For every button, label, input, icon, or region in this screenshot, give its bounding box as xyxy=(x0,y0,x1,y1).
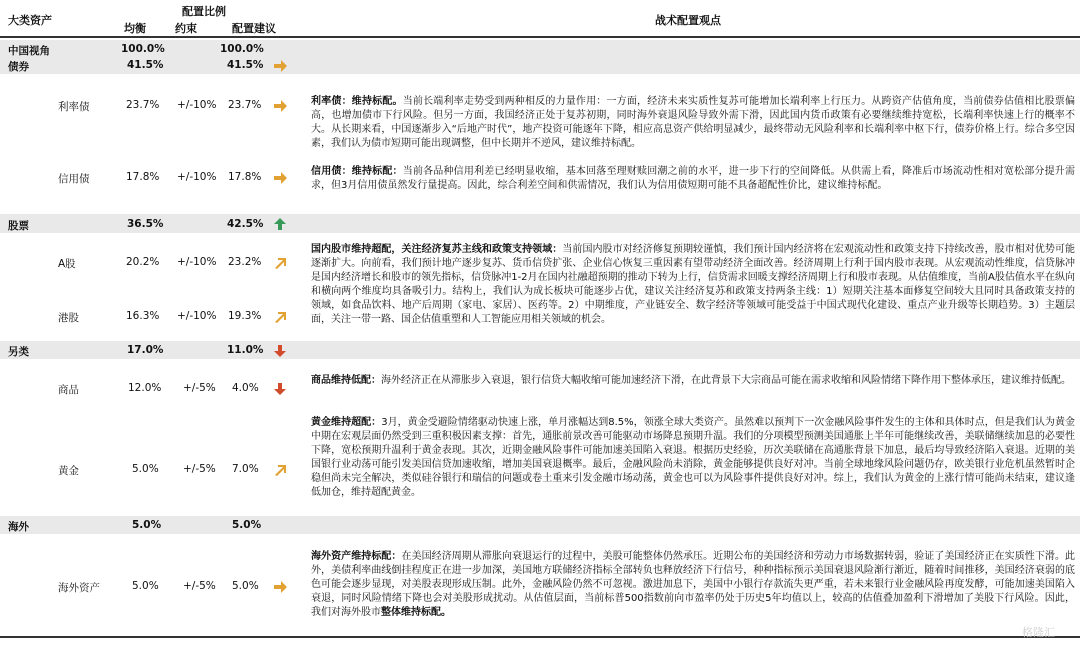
a-share-advice: 23.2% xyxy=(228,256,262,268)
credit-bond-label: 信用债 xyxy=(58,173,90,185)
watermark: 格隆汇 xyxy=(1022,626,1055,639)
china-label: 中国视角 xyxy=(8,45,50,57)
equity-advice: 42.5% xyxy=(227,218,264,230)
up-arrow-icon xyxy=(272,217,288,231)
overseas-asset-balance: 5.0% xyxy=(132,580,159,592)
bond-balance: 41.5% xyxy=(127,59,164,71)
gold-label: 黄金 xyxy=(58,465,79,477)
right-arrow-icon xyxy=(272,99,288,113)
down-arrow-icon xyxy=(272,344,288,358)
header-ratio: 配置比例 xyxy=(182,5,226,18)
header-asset: 大类资产 xyxy=(8,14,52,27)
overseas-asset-constraint: +/-5% xyxy=(183,580,216,592)
overseas-view: 海外资产维持标配：在美国经济周期从滞胀向衰退运行的过程中，美股可能整体仍然承压。近期公布的美国经济和劳动力市场数据转弱，验证了美国经济正在实质性下滑。此外，美债利率曲线倒挂程度正在进一步加深，美国地方联储经济指标全部转负也释放经济下行信号，种种指标预示美国衰退风险渐行渐近，随着时间推移，美国经济衰弱的底色可能会逐步显现，对美股表现形成压制。此外，金融风险仍然不可忽视。激进加息下，美国中小银行存款流失更严重，若未来银行业金融风险再度发酵，可能加速美国陷入衰退，同时风险情绪下降也会对美股形成扰动。从估值层面，当前标普500指数前向市盈率仍处于历史5年均值以上，较高的估值叠加盈利下滑增加了美股下行风险。因此，我们对海外股市整体维持标配。 xyxy=(311,551,1076,618)
right-arrow-icon xyxy=(272,580,288,594)
header-constraint: 约束 xyxy=(175,22,197,35)
commodity-balance: 12.0% xyxy=(128,382,162,394)
bond-advice: 41.5% xyxy=(227,59,264,71)
a-share-label: A股 xyxy=(58,258,76,270)
overseas-balance: 5.0% xyxy=(132,519,162,531)
overseas-advice: 5.0% xyxy=(232,519,262,531)
overseas-asset-label: 海外资产 xyxy=(58,582,100,594)
bottom-divider xyxy=(0,636,1080,638)
up-right-arrow-icon xyxy=(272,256,288,270)
alternative-advice: 11.0% xyxy=(227,344,264,356)
a-share-balance: 20.2% xyxy=(126,256,160,268)
section-band-overseas xyxy=(0,516,1080,534)
a-share-constraint: +/-10% xyxy=(177,256,217,268)
header-balance: 均衡 xyxy=(124,22,146,35)
commodity-label: 商品 xyxy=(58,384,79,396)
gold-balance: 5.0% xyxy=(132,463,159,475)
rate-bond-constraint: +/-10% xyxy=(177,99,217,111)
rate-bond-view: 利率债：维持标配。当前长端利率走势受到两种相反的力量作用：一方面，经济未来实质性复苏可能增加长端利率上行压力。从跨资产估值角度，当前债券估值相比股票偏高，也增加债市下行风险。但另一方面，我国经济正处于复苏初期，同时海外衰退风险导致外需下滑，因此国内货币政策有必要继续维持宽松，长端利率快速上行的概率不大。从长期来看，中国逐渐步入“后地产时代”，地产投资可能逐年下降，相应高息资产供给明显减少，最终带动无风险利率和长端利率中枢下行，债券价格上行。综合多空因素，我们认为债市短期可能出现调整，但中长期并不逆风，建议维持标配。 xyxy=(311,96,1075,149)
down-arrow-icon xyxy=(272,382,288,396)
commodity-advice: 4.0% xyxy=(232,382,259,394)
alternative-balance: 17.0% xyxy=(127,344,164,356)
credit-bond-advice: 17.8% xyxy=(228,171,262,183)
china-balance: 100.0% xyxy=(121,43,165,55)
hk-share-advice: 19.3% xyxy=(228,310,262,322)
credit-bond-constraint: +/-10% xyxy=(177,171,217,183)
credit-bond-balance: 17.8% xyxy=(126,171,160,183)
header-view: 战术配置观点 xyxy=(655,14,721,27)
hk-share-label: 港股 xyxy=(58,312,79,324)
up-right-arrow-icon xyxy=(272,463,288,477)
right-arrow-icon xyxy=(272,59,288,73)
hk-share-constraint: +/-10% xyxy=(177,310,217,322)
rate-bond-balance: 23.7% xyxy=(126,99,160,111)
equity-balance: 36.5% xyxy=(127,218,164,230)
overseas-label: 海外 xyxy=(8,521,29,533)
alternative-label: 另类 xyxy=(8,346,29,358)
commodity-view: 商品维持低配：海外经济正在从滞胀步入衰退，银行信贷大幅收缩可能加速经济下滑，在此背景下大宗商品可能在需求收缩和风险情绪下降作用下整体承压，建议维持低配。 xyxy=(311,375,1071,386)
commodity-constraint: +/-5% xyxy=(183,382,216,394)
gold-advice: 7.0% xyxy=(232,463,259,475)
header-divider xyxy=(0,36,1080,38)
gold-view: 黄金维持超配：3月，黄金受避险情绪驱动快速上涨，单月涨幅达到8.5%，领涨全球大类资产。虽然难以预判下一次金融风险事件发生的主体和具体时点，但是我们认为黄金中期在宏观层面仍然受到三重积极因素支撑：首先，通胀前景改善可能驱动市场降息预期升温。我们的分项模型预测美国通胀上半年可能继续改善，美联储继续加息的必要性下降，宽松预期升温利于黄金表现。其次，近期金融风险事件可能加速美国陷入衰退。根据历史经验，历次美联储在高通胀背景下加息，最后均导致经济陷入衰退。近期的美国银行业动荡可能引发美国信贷加速收缩，增加美国衰退概率。最后，金融风险尚未消除，黄金能够提供良好对冲。当前全球地缘风险问题仍存，欧美银行业危机虽然暂时企稳但尚未完全解决，类似硅谷银行和瑞信的问题或卷土重来引发金融市场动荡，黄金也可以为风险事件提供良好对冲。综上，我们认为黄金的上涨行情可能尚未结束，建议逢低加仓，维持超配黄金。 xyxy=(311,417,1075,498)
right-arrow-icon xyxy=(272,171,288,185)
header-advice: 配置建议 xyxy=(232,22,276,35)
up-right-arrow-icon xyxy=(272,310,288,324)
credit-bond-view: 信用债：维持标配：当前各品种信用利差已经明显收缩，基本回落至理财赎回潮之前的水平，进一步下行的空间降低。从供需上看，降准后市场流动性相对宽松部分提升需求，但3月信用债虽然发行量提高。因此，综合利差空间和供需情况，我们认为信用债短期可能不具备超配性价比，建议维持标配。 xyxy=(311,166,1075,191)
overseas-asset-advice: 5.0% xyxy=(232,580,259,592)
rate-bond-label: 利率债 xyxy=(58,101,90,113)
rate-bond-advice: 23.7% xyxy=(228,99,262,111)
china-advice: 100.0% xyxy=(220,43,264,55)
equity-label: 股票 xyxy=(8,220,29,232)
gold-constraint: +/-5% xyxy=(183,463,216,475)
equity-view: 国内股市维持超配，关注经济复苏主线和政策支持领域：当前国内股市对经济修复预期较谨慎，我们预计国内经济将在宏观流动性和政策支持下持续改善，股市相对优势可能逐渐扩大。向前看，我们预计地产逐步复苏、货币信贷扩张、企业信心恢复三重因素有望带动经济全面改善。经济周期上行利于国内股市表现。从宏观流动性维度，信贷脉冲是国内经济增长和股市的领先指标，信贷脉冲1-2月在国内社融超预期的推动下转为上行，信贷需求回暖支撑经济周期上行和股市表现。从估值维度，当前A股估值水平在纵向和横向两个维度均具备吸引力。结构上，我们认为成长板块可能逐步占优，建议关注经济复苏和政策支持两条主线：1）短期关注基本面修复空间较大且同时具备政策支持的领域，如食品饮料、地产后周期（家电、家居）、医药等。2）中期维度，产业链安全、数字经济等领域可能受益于中国式现代化建设、重点产业升级等长期趋势。3）主题层面，关注一带一路、国企估值重塑和人工智能应用相关领域的机会。 xyxy=(311,244,1076,325)
bond-label: 债券 xyxy=(8,61,29,73)
hk-share-balance: 16.3% xyxy=(126,310,160,322)
